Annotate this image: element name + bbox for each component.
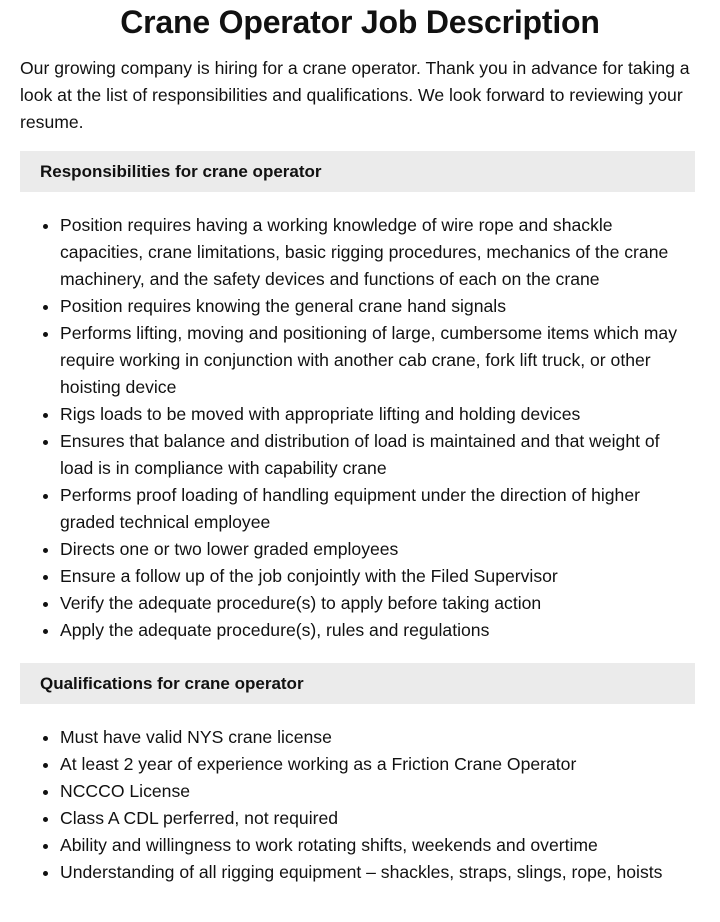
- qualifications-list: [20, 724, 695, 886]
- list-item: • Performs lifting, moving and positioning of large, cumbersome items which may require working in conjunction with another cab crane, fork lift truck, or other hoisting device: [60, 320, 695, 401]
- responsibilities-list: [20, 212, 695, 644]
- intro-paragraph: Our growing company is hiring for a crane operator. Thank you in advance for taking a look at the list of responsibilities and qualifications. We look forward to reviewing your resume.: [20, 58, 690, 132]
- list-item: • Verify the adequate procedure(s) to apply before taking action: [60, 590, 695, 617]
- list-item: • NCCCO License: [60, 778, 695, 805]
- list-item: • Class A CDL perferred, not required: [60, 805, 695, 832]
- list-item: • Ensures that balance and distribution of load is maintained and that weight of load is in compliance with capability crane: [60, 428, 695, 482]
- page-title: Crane Operator Job Description: [120, 4, 600, 40]
- list-item: • Directs one or two lower graded employees: [60, 536, 695, 563]
- list-item: • Understanding of all rigging equipment – shackles, straps, slings, rope, hoists: [60, 859, 695, 886]
- list-item: • Must have valid NYS crane license: [60, 724, 695, 751]
- list-item: • Apply the adequate procedure(s), rules and regulations: [60, 617, 695, 644]
- responsibilities-heading: Responsibilities for crane operator: [20, 151, 695, 192]
- qualifications-heading: Qualifications for crane operator: [20, 663, 695, 704]
- list-item: • Position requires knowing the general crane hand signals: [60, 293, 695, 320]
- list-item: • Ensure a follow up of the job conjointly with the Filed Supervisor: [60, 563, 695, 590]
- list-item: • Performs proof loading of handling equipment under the direction of higher graded technical employee: [60, 482, 695, 536]
- list-item: • Position requires having a working knowledge of wire rope and shackle capacities, crane limitations, basic rigging procedures, mechanics of the crane machinery, and the safety devices and functions of each on the crane: [60, 212, 695, 293]
- list-item: • Rigs loads to be moved with appropriate lifting and holding devices: [60, 401, 695, 428]
- list-item: • Ability and willingness to work rotating shifts, weekends and overtime: [60, 832, 695, 859]
- list-item: • At least 2 year of experience working as a Friction Crane Operator: [60, 751, 695, 778]
